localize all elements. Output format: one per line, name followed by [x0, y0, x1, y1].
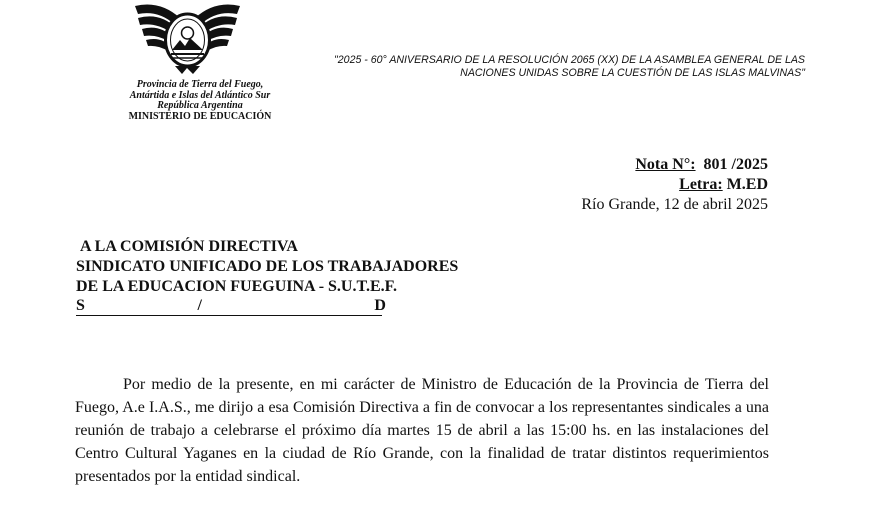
ministry-name: MINISTERIO DE EDUCACIÓN: [128, 110, 272, 122]
provincial-coat-of-arms-logo: [130, 0, 245, 78]
addressee-line-1: A LA COMISIÓN DIRECTIVA: [80, 238, 298, 255]
province-line-2: Antártida e Islas del Atlántico Sur: [129, 89, 271, 101]
nota-number-line: [581, 155, 768, 175]
addressee-line-2: SINDICATO UNIFICADO DE LOS TRABAJADORES: [76, 258, 459, 275]
nota-label: Nota N°:: [635, 156, 696, 173]
addressee-line-3: DE LA EDUCACION FUEGUINA - S.U.T.E.F.: [76, 278, 397, 295]
sd-d: D: [374, 297, 386, 314]
letra-label: Letra:: [679, 176, 723, 193]
place-date: Río Grande, 12 de abril 2025: [581, 196, 768, 213]
nota-value: 801 /2025: [703, 156, 768, 173]
letra-value: M.ED: [726, 176, 768, 193]
note-reference: [581, 155, 768, 215]
ministry-letterhead: [100, 80, 300, 122]
letra-line: [581, 175, 768, 195]
letter-body-paragraph: Por medio de la presente, en mi carácter de Ministro de Educación de la Provincia de Tierra del Fuego, A.e I.A.S., me dirijo a esa Comisión Directiva a fin de convocar a los representantes sindicales a una reunión de trabajo a celebrarse el próximo día martes 15 de abril a las 15:00 hs. en las instalaciones del Centro Cultural Yaganes en la ciudad de Río Grande, con la finalidad de tratar distintos requerimientos presentados por la entidad sindical.: [75, 376, 769, 485]
province-line-3: República Argentina: [157, 100, 243, 111]
addressee-block: [76, 237, 496, 316]
sd-salutation-line: [76, 297, 386, 316]
motto-line-1: "2025 - 60° ANIVERSARIO DE LA RESOLUCIÓN 2065 (XX) DE LA ASAMBLEA GENERAL DE LAS: [334, 54, 805, 66]
motto-line-2: NACIONES UNIDAS SOBRE LA CUESTIÓN DE LAS ISLAS MALVINAS": [460, 67, 805, 79]
sd-s: S: [76, 297, 85, 314]
header-motto: [300, 54, 805, 80]
province-line-1: Provincia de Tierra del Fuego,: [136, 79, 264, 90]
sd-slash: /: [197, 297, 202, 314]
